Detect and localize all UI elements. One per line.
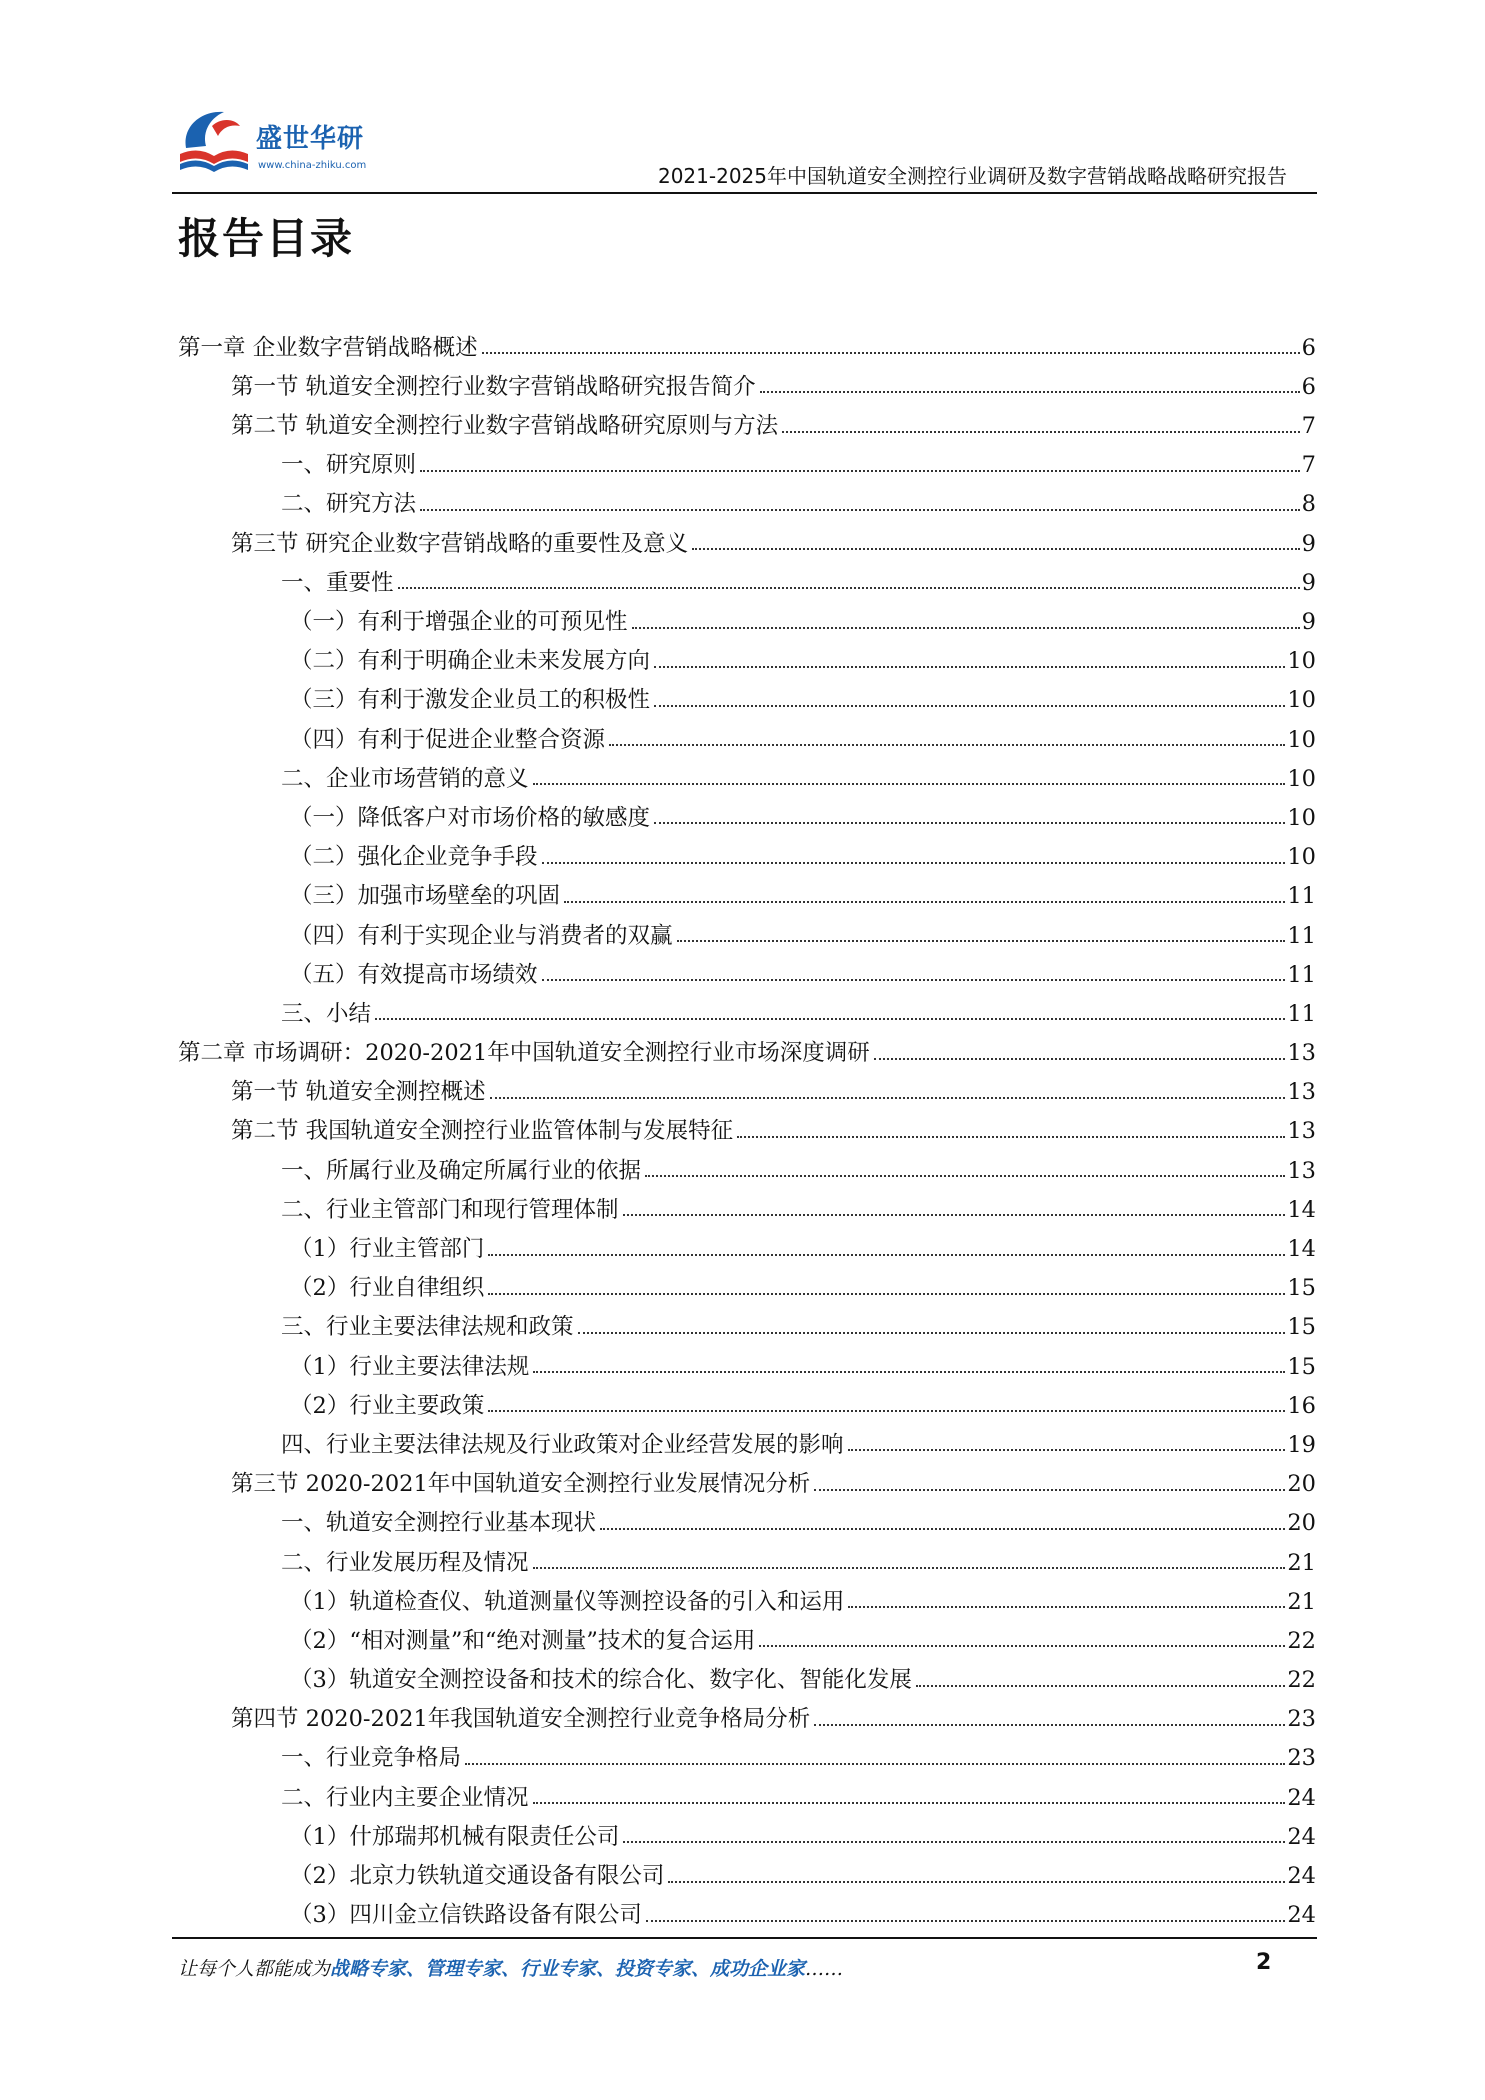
toc-entry-page: 19 bbox=[1287, 1431, 1316, 1458]
toc-entry-label: （三）有利于激发企业员工的积极性 bbox=[290, 687, 651, 714]
toc-entry-page: 7 bbox=[1301, 452, 1316, 479]
toc-entry-page: 10 bbox=[1287, 765, 1316, 792]
toc-dot-leader bbox=[465, 1762, 1285, 1765]
toc-entry-label: （1）什邡瑞邦机械有限责任公司 bbox=[290, 1823, 620, 1850]
toc-entry-page: 8 bbox=[1301, 491, 1316, 518]
toc-entry[interactable] bbox=[178, 793, 1316, 832]
toc-entry-page: 13 bbox=[1287, 1118, 1316, 1145]
toc-entry[interactable] bbox=[178, 1538, 1316, 1577]
toc-entry-label: 第三节 研究企业数字营销战略的重要性及意义 bbox=[231, 530, 689, 557]
logo-name: 盛世华研 bbox=[256, 124, 365, 154]
toc-entry-page: 10 bbox=[1287, 804, 1316, 831]
toc-entry-label: 第一章 企业数字营销战略概述 bbox=[178, 334, 478, 361]
toc-entry[interactable] bbox=[178, 1577, 1316, 1616]
toc-dot-leader bbox=[623, 1840, 1285, 1843]
report-title: 2021-2025年中国轨道安全测控行业调研及数字营销战略战略研究报告 bbox=[657, 164, 1287, 188]
toc-entry[interactable] bbox=[178, 1264, 1316, 1303]
toc-entry[interactable] bbox=[178, 950, 1316, 989]
toc-entry-page: 24 bbox=[1287, 1784, 1316, 1811]
toc-entry[interactable] bbox=[178, 1695, 1316, 1734]
toc-entry-label: 一、所属行业及确定所属行业的依据 bbox=[281, 1157, 642, 1184]
toc-entry-page: 20 bbox=[1287, 1471, 1316, 1498]
toc-entry[interactable] bbox=[178, 1459, 1316, 1498]
page-number: 2 bbox=[1256, 1950, 1272, 1975]
footer-slogan-prefix: 让每个人都能成为 bbox=[178, 1958, 331, 1980]
toc-entry-label: （2）“相对测量”和“绝对测量”技术的复合运用 bbox=[290, 1627, 756, 1654]
toc-dot-leader bbox=[654, 821, 1285, 824]
toc-dot-leader bbox=[645, 1174, 1285, 1177]
toc-entry-label: 四、行业主要法律法规及行业政策对企业经营发展的影响 bbox=[281, 1431, 844, 1458]
toc-entry-label: 二、研究方法 bbox=[281, 491, 417, 518]
toc-entry[interactable] bbox=[178, 1342, 1316, 1381]
toc-entry[interactable] bbox=[178, 1734, 1316, 1773]
toc-entry-page: 24 bbox=[1287, 1863, 1316, 1889]
toc-entry-page: 21 bbox=[1287, 1549, 1316, 1576]
toc-dot-leader bbox=[677, 939, 1286, 942]
toc-dot-leader bbox=[533, 1566, 1286, 1569]
footer-slogan-suffix: …… bbox=[805, 1958, 844, 1980]
toc-entry-label: （二）有利于明确企业未来发展方向 bbox=[290, 648, 651, 675]
toc-entry-page: 9 bbox=[1301, 609, 1316, 635]
toc-entry-page: 20 bbox=[1287, 1510, 1316, 1537]
toc-entry-page: 15 bbox=[1287, 1353, 1316, 1380]
toc-entry[interactable] bbox=[178, 872, 1316, 911]
toc-entry-page: 22 bbox=[1287, 1627, 1316, 1654]
toc-entry-label: （三）加强市场壁垒的巩固 bbox=[290, 883, 561, 910]
toc-entry[interactable] bbox=[178, 1224, 1316, 1263]
toc-entry-page: 22 bbox=[1287, 1667, 1316, 1694]
toc-entry-label: （2）北京力铁轨道交通设备有限公司 bbox=[290, 1863, 665, 1889]
logo-book-icon bbox=[172, 104, 254, 182]
toc-entry-page: 10 bbox=[1287, 844, 1316, 871]
toc-entry-label: （2）行业自律组织 bbox=[290, 1275, 485, 1302]
toc-dot-leader bbox=[814, 1723, 1285, 1726]
toc-entry-page: 14 bbox=[1287, 1236, 1316, 1262]
toc-entry-page: 23 bbox=[1287, 1706, 1316, 1733]
toc-entry[interactable] bbox=[178, 1773, 1316, 1812]
toc-entry[interactable] bbox=[178, 1303, 1316, 1342]
toc-dot-leader bbox=[668, 1880, 1285, 1883]
toc-entry-page: 6 bbox=[1301, 373, 1316, 400]
toc-entry[interactable] bbox=[178, 1499, 1316, 1538]
toc-dot-leader bbox=[375, 1017, 1285, 1020]
toc-entry-label: 一、行业竞争格局 bbox=[281, 1745, 462, 1772]
toc-entry-label: （二）强化企业竞争手段 bbox=[290, 844, 538, 871]
toc-entry-label: （3）四川金立信铁路设备有限公司 bbox=[290, 1902, 642, 1929]
toc-entry-page: 13 bbox=[1287, 1079, 1316, 1106]
toc-entry-label: 二、行业主管部门和现行管理体制 bbox=[281, 1196, 619, 1223]
toc-entry-label: （一）降低客户对市场价格的敏感度 bbox=[290, 804, 651, 831]
toc-entry-label: 二、企业市场营销的意义 bbox=[281, 765, 529, 792]
toc-dot-leader bbox=[632, 626, 1300, 629]
toc-entry[interactable] bbox=[178, 1381, 1316, 1420]
toc-entry-page: 15 bbox=[1287, 1314, 1316, 1341]
toc-entry[interactable] bbox=[178, 832, 1316, 871]
toc-dot-leader bbox=[782, 430, 1300, 433]
toc-dot-leader bbox=[533, 1370, 1285, 1373]
toc-dot-leader bbox=[564, 900, 1285, 903]
toc-entry[interactable] bbox=[178, 1812, 1316, 1851]
toc-dot-leader bbox=[490, 1096, 1286, 1099]
page-header bbox=[172, 100, 1317, 196]
toc-entry-label: 三、行业主要法律法规和政策 bbox=[281, 1314, 574, 1341]
toc-entry-label: 第二章 市场调研：2020-2021年中国轨道安全测控行业市场深度调研 bbox=[178, 1040, 870, 1067]
toc-dot-leader bbox=[420, 469, 1300, 472]
toc-entry[interactable] bbox=[178, 1851, 1316, 1890]
toc-entry-page: 14 bbox=[1287, 1196, 1316, 1223]
toc-entry-label: 第一节 轨道安全测控概述 bbox=[231, 1079, 486, 1106]
toc-entry-label: 三、小结 bbox=[281, 1000, 372, 1027]
toc-entry-page: 7 bbox=[1301, 413, 1316, 440]
toc-entry[interactable] bbox=[178, 519, 1316, 558]
toc-entry[interactable] bbox=[178, 1028, 1316, 1067]
toc-entry-page: 10 bbox=[1287, 648, 1316, 675]
toc-entry-label: 一、轨道安全测控行业基本现状 bbox=[281, 1510, 597, 1537]
toc-entry[interactable] bbox=[178, 676, 1316, 715]
toc-entry-label: （五）有效提高市场绩效 bbox=[290, 961, 538, 988]
toc-entry-label: （四）有利于实现企业与消费者的双赢 bbox=[290, 922, 673, 949]
company-logo bbox=[172, 104, 422, 184]
toc-entry-label: 二、行业内主要企业情况 bbox=[281, 1784, 529, 1811]
toc-entry[interactable] bbox=[178, 597, 1316, 636]
toc-entry[interactable] bbox=[178, 989, 1316, 1028]
toc-dot-leader bbox=[814, 1488, 1285, 1491]
toc-entry[interactable] bbox=[178, 558, 1316, 597]
toc-dot-leader bbox=[488, 1292, 1285, 1295]
toc-entry-page: 21 bbox=[1287, 1588, 1316, 1615]
toc-entry[interactable] bbox=[178, 441, 1316, 480]
toc-dot-leader bbox=[848, 1605, 1285, 1608]
toc-entry-label: （3）轨道安全测控设备和技术的综合化、数字化、智能化发展 bbox=[290, 1667, 912, 1694]
toc-dot-leader bbox=[646, 1919, 1286, 1922]
toc-entry-label: 第四节 2020-2021年我国轨道安全测控行业竞争格局分析 bbox=[231, 1706, 811, 1733]
toc-dot-leader bbox=[533, 1801, 1286, 1804]
toc-entry-label: （1）行业主要法律法规 bbox=[290, 1353, 530, 1380]
footer-slogan bbox=[178, 1954, 843, 1981]
toc-entry-page: 6 bbox=[1301, 334, 1316, 361]
toc-entry-page: 9 bbox=[1301, 569, 1316, 596]
toc-entry[interactable] bbox=[178, 323, 1316, 362]
toc-dot-leader bbox=[420, 508, 1300, 511]
toc-dot-leader bbox=[760, 390, 1300, 393]
toc-entry-label: 第二节 我国轨道安全测控行业监管体制与发展特征 bbox=[231, 1118, 734, 1145]
table-of-contents bbox=[178, 323, 1316, 1930]
toc-dot-leader bbox=[654, 665, 1285, 668]
toc-dot-leader bbox=[692, 547, 1300, 550]
toc-dot-leader bbox=[609, 743, 1285, 746]
toc-entry-page: 11 bbox=[1287, 922, 1316, 949]
toc-dot-leader bbox=[848, 1448, 1286, 1451]
toc-entry[interactable] bbox=[178, 480, 1316, 519]
toc-entry-page: 24 bbox=[1287, 1823, 1316, 1850]
toc-entry-page: 11 bbox=[1287, 961, 1316, 988]
toc-dot-leader bbox=[542, 978, 1286, 981]
page-title: 报告目录 bbox=[178, 214, 355, 263]
toc-dot-leader bbox=[654, 704, 1285, 707]
toc-dot-leader bbox=[578, 1331, 1286, 1334]
toc-entry-page: 13 bbox=[1287, 1040, 1316, 1067]
toc-entry[interactable] bbox=[178, 715, 1316, 754]
toc-dot-leader bbox=[623, 1213, 1286, 1216]
toc-entry-page: 9 bbox=[1301, 530, 1316, 557]
toc-entry-page: 10 bbox=[1287, 687, 1316, 714]
toc-entry-page: 15 bbox=[1287, 1275, 1316, 1302]
toc-entry[interactable] bbox=[178, 1420, 1316, 1459]
toc-entry-label: 第一节 轨道安全测控行业数字营销战略研究报告简介 bbox=[231, 373, 756, 400]
toc-entry[interactable] bbox=[178, 1185, 1316, 1224]
toc-entry-label: （1）行业主管部门 bbox=[290, 1236, 485, 1262]
toc-dot-leader bbox=[488, 1409, 1285, 1412]
toc-entry-label: 第三节 2020-2021年中国轨道安全测控行业发展情况分析 bbox=[231, 1471, 811, 1498]
toc-dot-leader bbox=[488, 1253, 1285, 1256]
toc-entry-page: 11 bbox=[1287, 883, 1316, 910]
toc-entry[interactable] bbox=[178, 1616, 1316, 1655]
toc-entry-label: 一、重要性 bbox=[281, 569, 394, 596]
toc-dot-leader bbox=[874, 1057, 1286, 1060]
toc-dot-leader bbox=[759, 1644, 1285, 1647]
toc-entry[interactable] bbox=[178, 1891, 1316, 1930]
toc-entry-label: （四）有利于促进企业整合资源 bbox=[290, 726, 606, 753]
toc-entry-label: （2）行业主要政策 bbox=[290, 1392, 485, 1419]
toc-dot-leader bbox=[737, 1135, 1285, 1138]
toc-entry-label: 一、研究原则 bbox=[281, 452, 417, 479]
footer-slogan-highlight: 战略专家、管理专家、行业专家、投资专家、成功企业家 bbox=[330, 1958, 806, 1980]
toc-entry[interactable] bbox=[178, 637, 1316, 676]
toc-entry-page: 13 bbox=[1287, 1157, 1316, 1184]
toc-dot-leader bbox=[542, 861, 1286, 864]
toc-entry[interactable] bbox=[178, 401, 1316, 440]
toc-entry-label: 二、行业发展历程及情况 bbox=[281, 1549, 529, 1576]
toc-entry[interactable] bbox=[178, 362, 1316, 401]
logo-url: www.china-zhiku.com bbox=[258, 160, 367, 171]
toc-dot-leader bbox=[398, 586, 1300, 589]
toc-entry[interactable] bbox=[178, 1655, 1316, 1694]
toc-dot-leader bbox=[482, 351, 1300, 354]
toc-dot-leader bbox=[916, 1684, 1286, 1687]
toc-entry-label: （1）轨道检查仪、轨道测量仪等测控设备的引入和运用 bbox=[290, 1588, 845, 1615]
toc-entry[interactable] bbox=[178, 754, 1316, 793]
toc-dot-leader bbox=[600, 1527, 1285, 1530]
toc-entry-page: 24 bbox=[1287, 1902, 1316, 1929]
toc-entry-page: 11 bbox=[1287, 1000, 1316, 1027]
toc-entry-label: （一）有利于增强企业的可预见性 bbox=[290, 609, 628, 635]
toc-entry[interactable] bbox=[178, 911, 1316, 950]
toc-dot-leader bbox=[533, 782, 1286, 785]
toc-entry-page: 16 bbox=[1287, 1392, 1316, 1419]
toc-entry[interactable] bbox=[178, 1068, 1316, 1107]
toc-entry-page: 23 bbox=[1287, 1745, 1316, 1772]
header-divider bbox=[172, 192, 1317, 194]
toc-entry-label: 第二节 轨道安全测控行业数字营销战略研究原则与方法 bbox=[231, 413, 779, 440]
toc-entry[interactable] bbox=[178, 1107, 1316, 1146]
footer-divider bbox=[172, 1937, 1317, 1939]
toc-entry-page: 10 bbox=[1287, 726, 1316, 753]
toc-entry[interactable] bbox=[178, 1146, 1316, 1185]
